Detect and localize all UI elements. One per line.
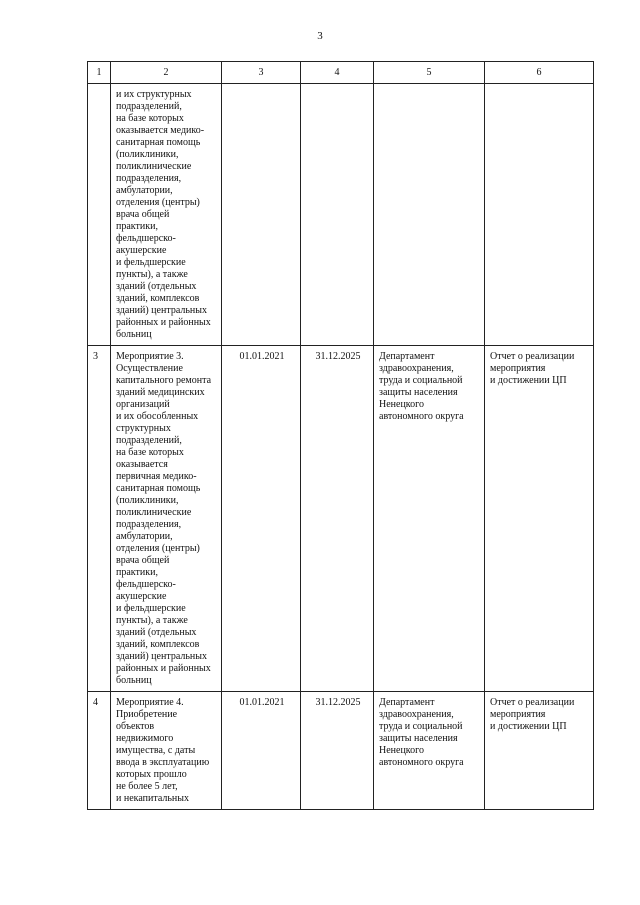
table-row: [88, 692, 594, 810]
column-number: 4: [301, 62, 374, 84]
event-description: и их структурных подразделений, на базе которых оказывается медико- санитарная помощь (поликлиники, поликлинические подразделения, амбулатории, отделения (центры) врача общей практики, фельдшерско- акушерские и фельдшерские пункты), а также зданий (отдельных зданий, комплексов зданий) центральных районных и районных больниц: [111, 84, 222, 346]
start-date: 01.01.2021: [222, 692, 301, 810]
expected-result: Отчет о реализации мероприятия и достижении ЦП: [485, 692, 594, 810]
page-number: 3: [317, 30, 323, 42]
column-number-row: [88, 62, 594, 84]
column-number: 3: [222, 62, 301, 84]
column-number: 5: [374, 62, 485, 84]
executor: Департамент здравоохранения, труда и социальной защиты населения Ненецкого автономного округа: [374, 692, 485, 810]
end-date: [301, 84, 374, 346]
table-row: [88, 84, 594, 346]
end-date: 31.12.2025: [301, 692, 374, 810]
event-description: Мероприятие 3. Осуществление капитального ремонта зданий медицинских организаций и их обособленных структурных подразделений, на базе которых оказывается первичная медико- санитарная помощь (поликлиники, поликлинические подразделения, амбулатории, отделения (центры) врача общей практики, фельдшерско- акушерские и фельдшерские пункты), а также зданий (отдельных зданий, комплексов зданий) центральных районных и районных больниц: [111, 346, 222, 692]
executor: Департамент здравоохранения, труда и социальной защиты населения Ненецкого автономного округа: [374, 346, 485, 692]
end-date: 31.12.2025: [301, 346, 374, 692]
row-number: [88, 84, 111, 346]
start-date: 01.01.2021: [222, 346, 301, 692]
executor: [374, 84, 485, 346]
expected-result: Отчет о реализации мероприятия и достижении ЦП: [485, 346, 594, 692]
program-table: [87, 61, 594, 810]
start-date: [222, 84, 301, 346]
column-number: 6: [485, 62, 594, 84]
event-description: Мероприятие 4. Приобретение объектов недвижимого имущества, с даты ввода в эксплуатацию которых прошло не более 5 лет, и некапитальных: [111, 692, 222, 810]
table-row: [88, 346, 594, 692]
column-number: 1: [88, 62, 111, 84]
column-number: 2: [111, 62, 222, 84]
row-number: 3: [88, 346, 111, 692]
expected-result: [485, 84, 594, 346]
row-number: 4: [88, 692, 111, 810]
